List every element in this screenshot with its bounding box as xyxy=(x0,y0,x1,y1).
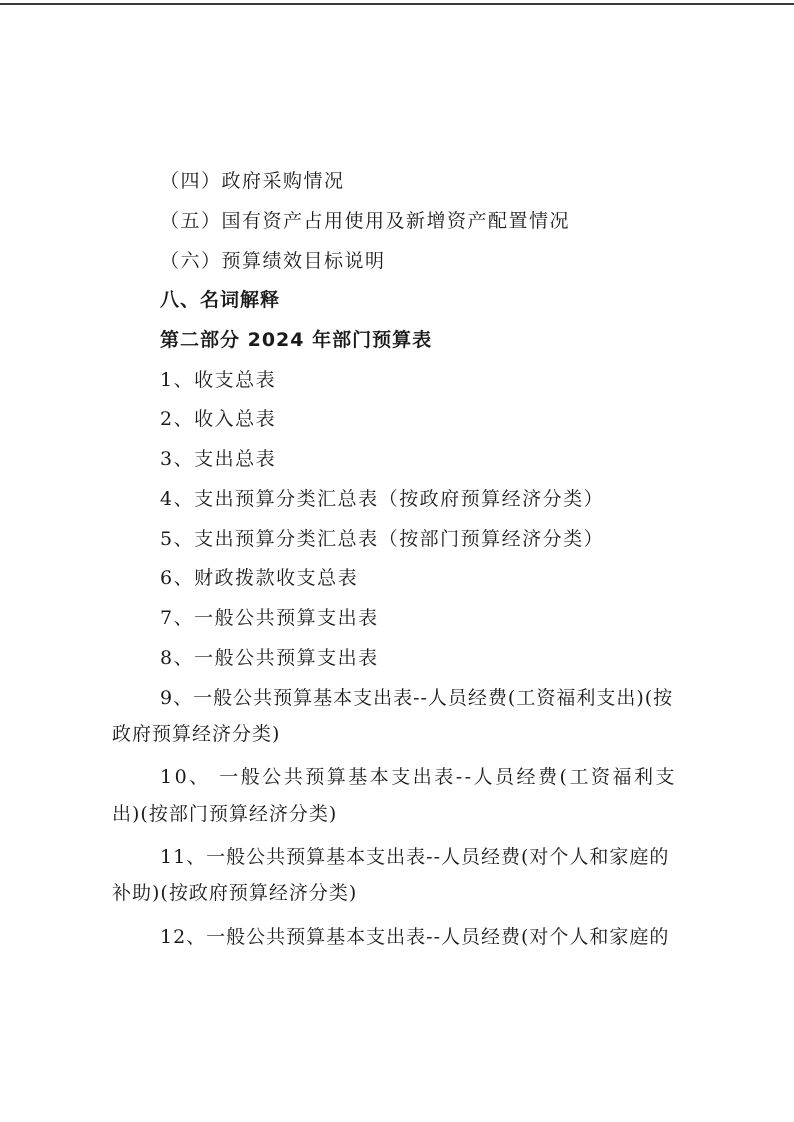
list-item-table-2: 2、收入总表 xyxy=(160,408,277,430)
list-item-table-5: 5、支出预算分类汇总表（按部门预算经济分类） xyxy=(160,528,605,550)
list-item-table-12-line-1: 12、一般公共预算基本支出表--人员经费(对个人和家庭的 xyxy=(160,926,670,948)
list-item-table-7: 7、一般公共预算支出表 xyxy=(160,607,379,629)
list-item-table-4: 4、支出预算分类汇总表（按政府预算经济分类） xyxy=(160,488,605,510)
list-item-table-9-line-2: 政府预算经济分类) xyxy=(112,723,281,745)
list-item-government-procurement: （四）政府采购情况 xyxy=(160,170,345,192)
list-item-table-9-line-1: 9、一般公共预算基本支出表--人员经费(工资福利支出)(按 xyxy=(160,687,674,709)
list-item-state-assets: （五）国有资产占用使用及新增资产配置情况 xyxy=(160,210,571,232)
section-heading-glossary: 八、名词解释 xyxy=(160,289,281,311)
list-item-table-8: 8、一般公共预算支出表 xyxy=(160,647,379,669)
list-item-table-11-line-1: 11、一般公共预算基本支出表--人员经费(对个人和家庭的 xyxy=(160,846,670,868)
list-item-table-10-line-2: 出)(按部门预算经济分类) xyxy=(112,803,338,825)
list-item-table-11-line-2: 补助)(按政府预算经济分类) xyxy=(112,882,358,904)
list-item-table-6: 6、财政拨款收支总表 xyxy=(160,567,359,589)
list-item-table-3: 3、支出总表 xyxy=(160,448,277,470)
list-item-table-1: 1、收支总表 xyxy=(160,369,277,391)
part-heading-budget-tables: 第二部分 2024 年部门预算表 xyxy=(160,329,433,351)
list-item-table-10-line-1: 10、 一般公共预算基本支出表--人员经费(工资福利支 xyxy=(160,766,677,788)
list-item-performance-goals: （六）预算绩效目标说明 xyxy=(160,250,386,272)
